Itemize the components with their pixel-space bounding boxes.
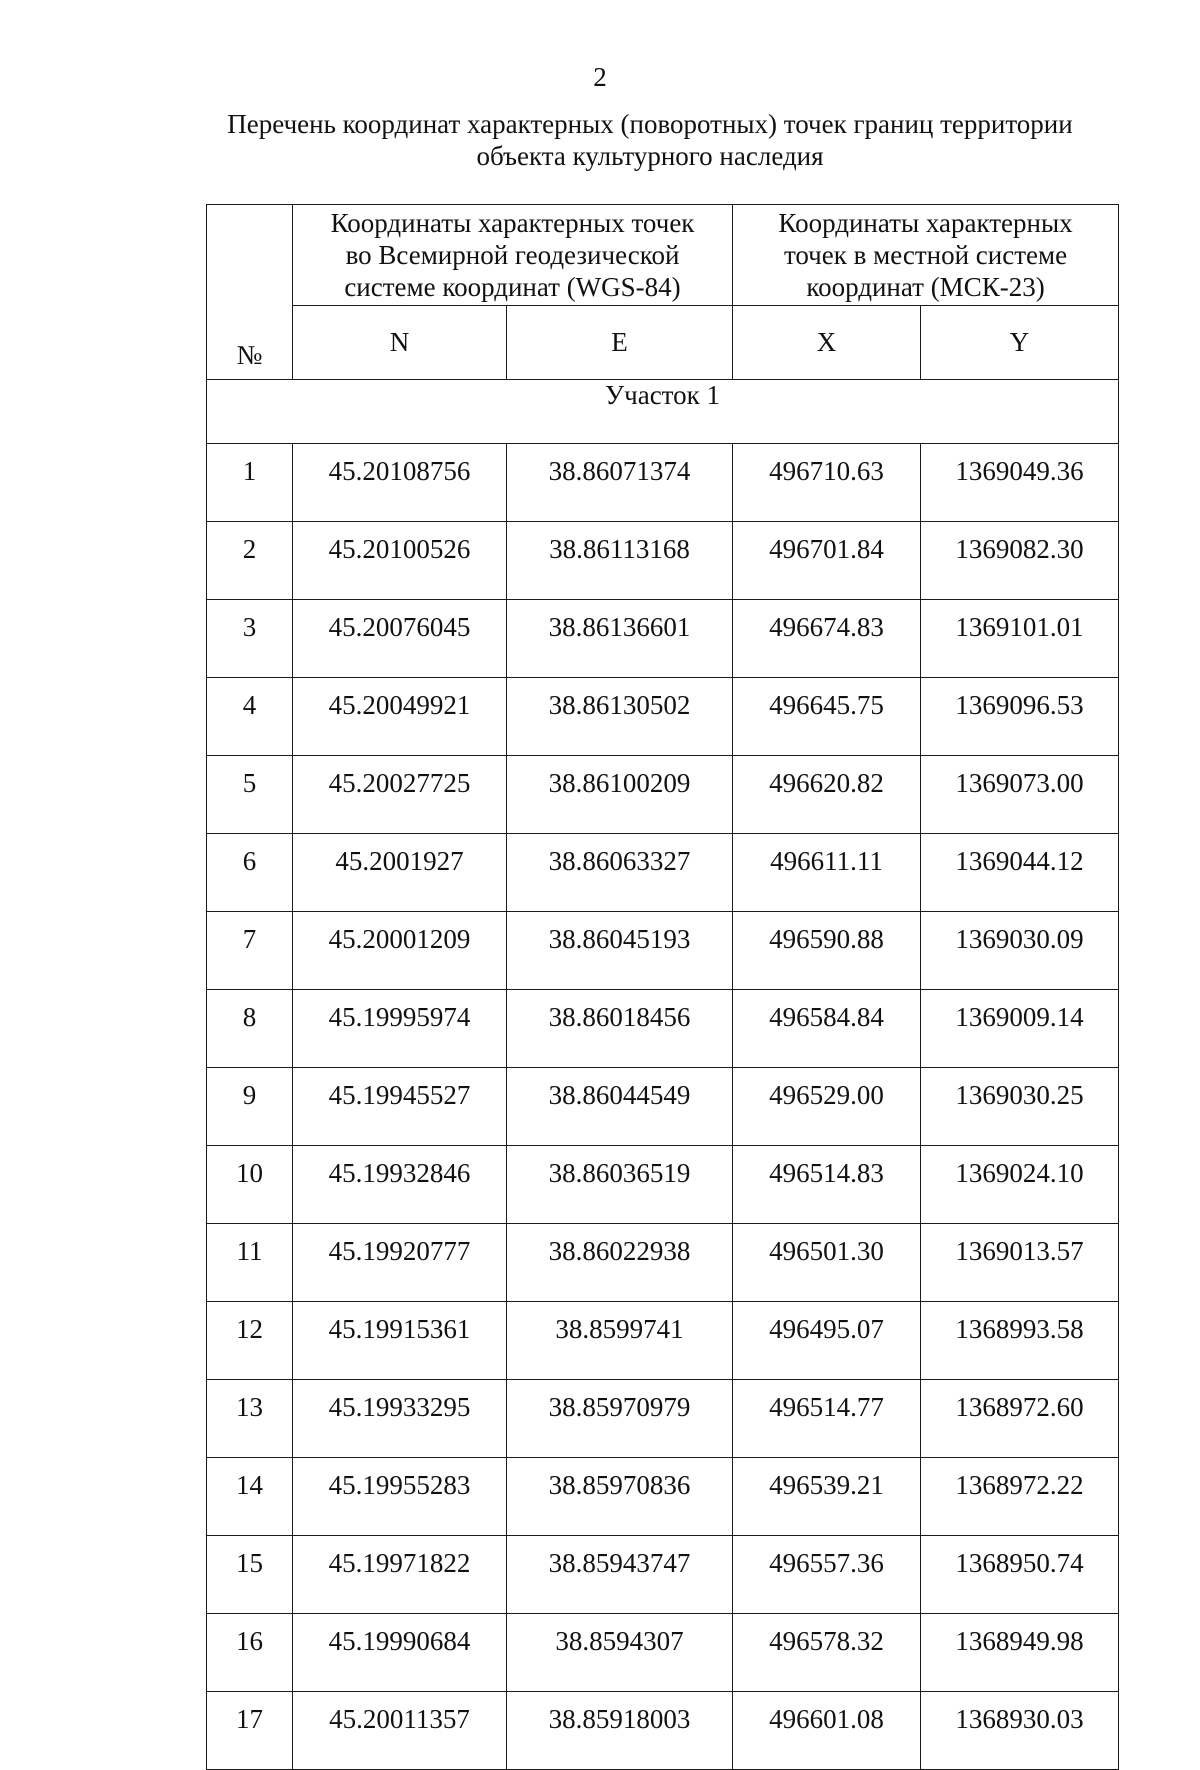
cell-n: 45.20108756 [293,444,507,522]
cell-number: 17 [207,1692,293,1770]
column-group-msk23-line-2: точек в местной системе [783,240,1068,270]
cell-x: 496578.32 [733,1614,921,1692]
cell-n: 45.19945527 [293,1068,507,1146]
cell-n: 45.20076045 [293,600,507,678]
table-row [207,990,1119,1068]
cell-x: 496611.11 [733,834,921,912]
cell-n: 45.19955283 [293,1458,507,1536]
cell-y: 1369044.12 [921,834,1119,912]
column-header-e: E [507,306,733,380]
table-row [207,1224,1119,1302]
cell-number: 16 [207,1614,293,1692]
cell-y: 1369024.10 [921,1146,1119,1224]
cell-x: 496601.08 [733,1692,921,1770]
table-row [207,1614,1119,1692]
cell-n: 45.20027725 [293,756,507,834]
cell-e: 38.86071374 [507,444,733,522]
cell-y: 1368972.60 [921,1380,1119,1458]
cell-x: 496701.84 [733,522,921,600]
cell-e: 38.86045193 [507,912,733,990]
cell-number: 15 [207,1536,293,1614]
cell-x: 496620.82 [733,756,921,834]
cell-n: 45.19933295 [293,1380,507,1458]
cell-number: 7 [207,912,293,990]
page-number: 2 [593,62,607,92]
cell-y: 1368949.98 [921,1614,1119,1692]
cell-y: 1369096.53 [921,678,1119,756]
column-header-n: N [293,306,507,380]
cell-number: 11 [207,1224,293,1302]
section-title: Участок 1 [207,380,1119,444]
cell-x: 496501.30 [733,1224,921,1302]
cell-e: 38.86063327 [507,834,733,912]
cell-number: 4 [207,678,293,756]
cell-e: 38.86130502 [507,678,733,756]
column-header-y: Y [921,306,1119,380]
cell-x: 496495.07 [733,1302,921,1380]
table-row [207,1302,1119,1380]
cell-y: 1369013.57 [921,1224,1119,1302]
cell-x: 496514.77 [733,1380,921,1458]
table-row [207,1692,1119,1770]
cell-e: 38.85918003 [507,1692,733,1770]
table-row [207,678,1119,756]
cell-number: 5 [207,756,293,834]
cell-n: 45.19971822 [293,1536,507,1614]
column-group-wgs84-line-3: системе координат (WGS-84) [344,272,681,302]
column-group-wgs84-line-2: во Всемирной геодезической [345,240,680,270]
cell-y: 1369009.14 [921,990,1119,1068]
cell-e: 38.86100209 [507,756,733,834]
table-row [207,444,1119,522]
cell-x: 496529.00 [733,1068,921,1146]
cell-y: 1368930.03 [921,1692,1119,1770]
table-body [207,444,1119,1770]
cell-n: 45.19995974 [293,990,507,1068]
cell-e: 38.86022938 [507,1224,733,1302]
table-row [207,1536,1119,1614]
cell-n: 45.19915361 [293,1302,507,1380]
cell-e: 38.85970979 [507,1380,733,1458]
cell-y: 1368993.58 [921,1302,1119,1380]
column-group-wgs84 [293,205,733,306]
cell-number: 2 [207,522,293,600]
coordinates-table [206,204,1119,1770]
document-title [190,108,1110,172]
cell-n: 45.20011357 [293,1692,507,1770]
cell-y: 1369049.36 [921,444,1119,522]
cell-number: 12 [207,1302,293,1380]
cell-e: 38.86136601 [507,600,733,678]
cell-x: 496645.75 [733,678,921,756]
cell-n: 45.20001209 [293,912,507,990]
table-row [207,1380,1119,1458]
cell-y: 1368972.22 [921,1458,1119,1536]
table-row [207,834,1119,912]
table-row [207,600,1119,678]
table-row [207,756,1119,834]
cell-e: 38.86036519 [507,1146,733,1224]
cell-y: 1368950.74 [921,1536,1119,1614]
cell-y: 1369101.01 [921,600,1119,678]
cell-x: 496539.21 [733,1458,921,1536]
column-group-msk23 [733,205,1119,306]
cell-y: 1369073.00 [921,756,1119,834]
cell-number: 3 [207,600,293,678]
cell-e: 38.8599741 [507,1302,733,1380]
cell-number: 1 [207,444,293,522]
cell-e: 38.8594307 [507,1614,733,1692]
cell-number: 6 [207,834,293,912]
table-row [207,522,1119,600]
cell-x: 496710.63 [733,444,921,522]
cell-n: 45.19932846 [293,1146,507,1224]
table-row [207,1068,1119,1146]
document-title-line-1: Перечень координат характерных (поворотных) точек границ территории [227,109,1073,139]
cell-n: 45.2001927 [293,834,507,912]
section-row [207,380,1119,444]
cell-number: 10 [207,1146,293,1224]
cell-number: 14 [207,1458,293,1536]
column-group-msk23-line-1: Координаты характерных [778,208,1073,238]
column-group-wgs84-line-1: Координаты характерных точек [330,208,695,238]
cell-e: 38.86018456 [507,990,733,1068]
cell-x: 496584.84 [733,990,921,1068]
cell-e: 38.86113168 [507,522,733,600]
cell-n: 45.20100526 [293,522,507,600]
cell-number: 9 [207,1068,293,1146]
cell-x: 496514.83 [733,1146,921,1224]
table-row [207,912,1119,990]
document-title-line-2: объекта культурного наследия [476,141,824,171]
cell-e: 38.85943747 [507,1536,733,1614]
cell-x: 496590.88 [733,912,921,990]
table-header-row [207,205,1119,306]
column-header-number: № [207,205,293,380]
cell-n: 45.20049921 [293,678,507,756]
table-subheader-row [207,306,1119,380]
cell-n: 45.19920777 [293,1224,507,1302]
cell-number: 8 [207,990,293,1068]
cell-e: 38.85970836 [507,1458,733,1536]
column-group-msk23-line-3: координат (МСК-23) [806,272,1045,302]
column-header-x: X [733,306,921,380]
cell-y: 1369082.30 [921,522,1119,600]
table-row [207,1458,1119,1536]
cell-x: 496557.36 [733,1536,921,1614]
cell-number: 13 [207,1380,293,1458]
table-row [207,1146,1119,1224]
cell-y: 1369030.25 [921,1068,1119,1146]
cell-x: 496674.83 [733,600,921,678]
cell-e: 38.86044549 [507,1068,733,1146]
cell-n: 45.19990684 [293,1614,507,1692]
cell-y: 1369030.09 [921,912,1119,990]
